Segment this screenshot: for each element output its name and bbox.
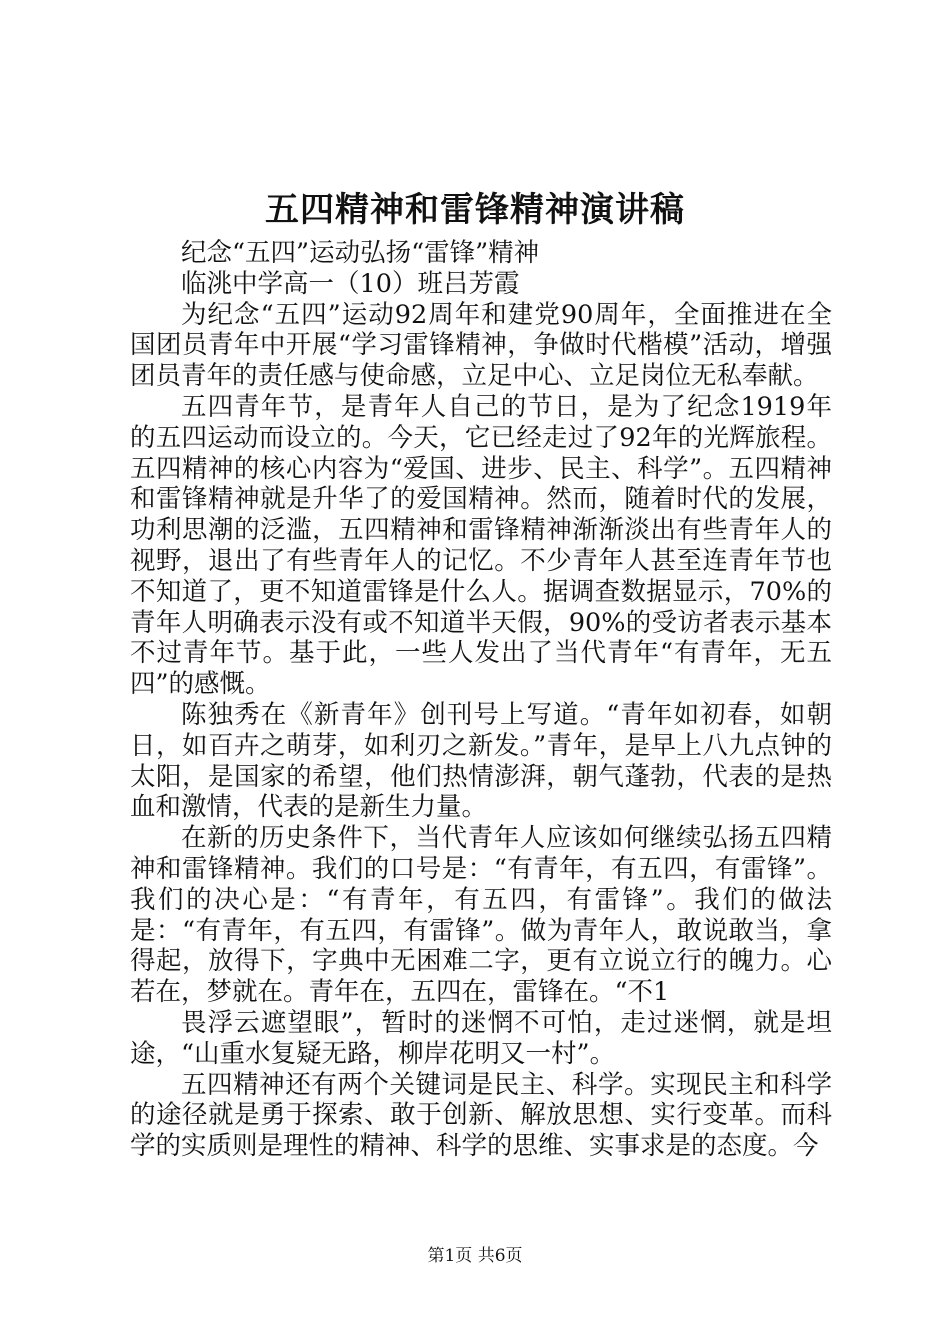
page-footer: 第1页 共6页 xyxy=(427,1246,523,1266)
author-line: 临洮中学高一（10）班吕芳霞 xyxy=(181,268,520,299)
document-body xyxy=(130,238,832,1162)
paragraph-1: 为纪念“五四”运动92周年和建党90周年，全面推进在全国团员青年中开展“学习雷锋精神，争做时代楷模”活动，增强团员青年的责任感与使命感，立足中心、立足岗位无私奉献。 xyxy=(130,299,832,392)
paragraph-6: 五四精神还有两个关键词是民主、科学。实现民主和科学的途径就是勇于探索、敢于创新、解放思想、实行变革。而科学的实质则是理性的精神、科学的思维、实事求是的态度。今 xyxy=(130,1069,832,1162)
paragraph-5: 畏浮云遮望眼”，暂时的迷惘不可怕，走过迷惘，就是坦途，“山重水复疑无路，柳岸花明又一村”。 xyxy=(130,1007,832,1069)
paragraph-4: 在新的历史条件下，当代青年人应该如何继续弘扬五四精神和雷锋精神。我们的口号是：“有青年，有五四，有雷锋”。我们的决心是：“有青年，有五四，有雷锋”。我们的做法是：“有青年，有五四，有雷锋”。做为青年人，敢说敢当，拿得起，放得下，字典中无困难二字，更有立说立行的魄力。心若在，梦就在。青年在，五四在，雷锋在。“不1 xyxy=(130,823,832,1008)
page-title: 五四精神和雷锋精神演讲稿 xyxy=(265,190,685,230)
paragraph-2: 五四青年节，是青年人自己的节日，是为了纪念1919年的五四运动而设立的。今天，它已经走过了92年的光辉旅程。五四精神的核心内容为“爱国、进步、民主、科学”。五四精神和雷锋精神就是升华了的爱国精神。然而，随着时代的发展，功利思潮的泛滥，五四精神和雷锋精神渐渐淡出有些青年人的视野，退出了有些青年人的记忆。不少青年人甚至连青年节也不知道了，更不知道雷锋是什么人。据调查数据显示，70%的青年人明确表示没有或不知道半天假，90%的受访者表示基本不过青年节。基于此，一些人发出了当代青年“有青年，无五四”的感慨。 xyxy=(130,391,832,700)
paragraph-3: 陈独秀在《新青年》创刊号上写道。“青年如初春，如朝日，如百卉之萌芽，如利刃之新发。”青年，是早上八九点钟的太阳，是国家的希望，他们热情澎湃，朝气蓬勃，代表的是热血和激情，代表的是新生力量。 xyxy=(130,699,832,823)
subtitle-line: 纪念“五四”运动弘扬“雷锋”精神 xyxy=(181,238,540,268)
